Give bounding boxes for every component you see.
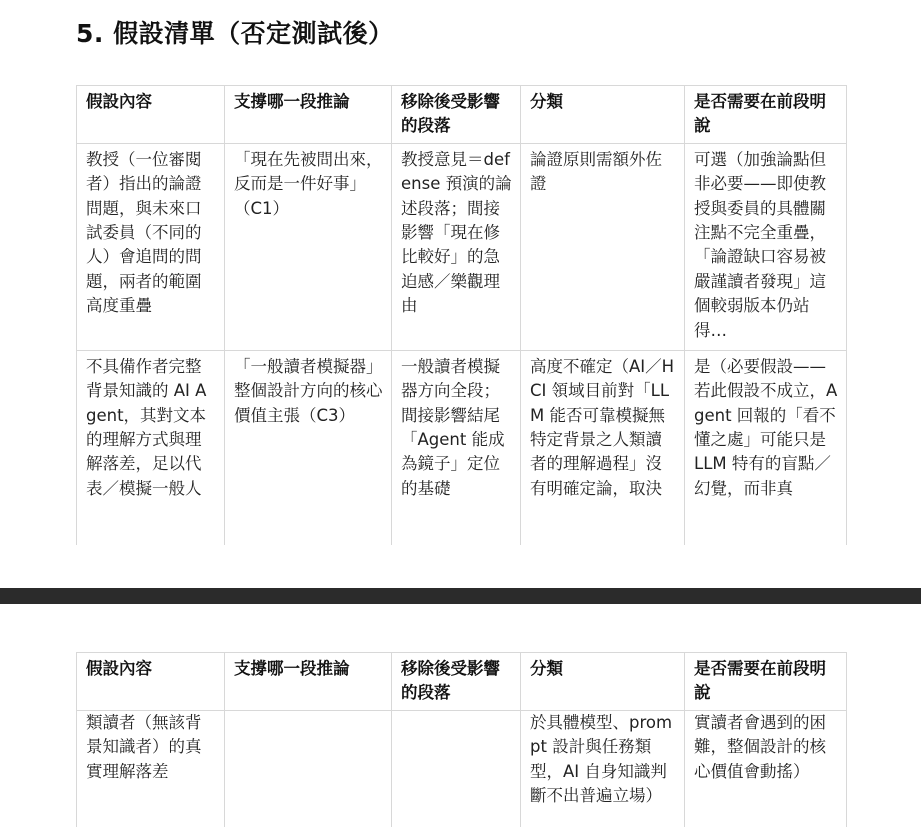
column-header: 是否需要在前段明說 (685, 86, 847, 144)
table-cell: 教授（一位審閱者）指出的論證問題，與未來口試委員（不同的人）會追問的問題，兩者的範圍高度重疊 (77, 143, 225, 350)
assumption-table (76, 85, 847, 545)
table-cell: 「一般讀者模擬器」整個設計方向的核心價值主張（C3） (225, 350, 392, 545)
table-cell: 不具備作者完整背景知識的 AI Agent，其對文本的理解方式與理解落差，足以代表／模擬一般人 (77, 350, 225, 545)
column-header: 支撐哪一段推論 (225, 86, 392, 144)
column-header: 移除後受影響的段落 (392, 86, 521, 144)
table-cell: 可選（加強論點但非必要——即使教授與委員的具體關注點不完全重疊，「論證缺口容易被嚴謹讀者發現」這個較弱版本仍站得… (685, 143, 847, 350)
table-cell: 實讀者會遇到的困難，整個設計的核心價值會動搖） (685, 710, 847, 827)
assumption-table-continued (76, 652, 847, 827)
table-cell: 一般讀者模擬器方向全段；間接影響結尾「Agent 能成為鏡子」定位的基礎 (392, 350, 521, 545)
column-header: 假設內容 (77, 653, 225, 711)
table-row (77, 143, 847, 350)
section-title: 5. 假設清單（否定測試後） (76, 19, 394, 48)
column-header: 分類 (521, 86, 685, 144)
table-cell: 教授意見＝defense 預演的論述段落；間接影響「現在修比較好」的急迫感／樂觀理由 (392, 143, 521, 350)
table-cell: 於具體模型、prompt 設計與任務類型，AI 自身知識判斷不出普遍立場） (521, 710, 685, 827)
table-cell: 「現在先被問出來，反而是一件好事」（C1） (225, 143, 392, 350)
table-cell: 論證原則需額外佐證 (521, 143, 685, 350)
table-cell: 類讀者（無該背景知識者）的真實理解落差 (77, 710, 225, 827)
table-cell (392, 710, 521, 827)
table-row (77, 710, 847, 827)
column-header: 支撐哪一段推論 (225, 653, 392, 711)
page-divider (0, 588, 921, 604)
column-header: 移除後受影響的段落 (392, 653, 521, 711)
column-header: 是否需要在前段明說 (685, 653, 847, 711)
table-header-row (77, 653, 847, 711)
document-page-2 (0, 604, 921, 828)
column-header: 分類 (521, 653, 685, 711)
column-header: 假設內容 (77, 86, 225, 144)
table-header-row (77, 86, 847, 144)
table-cell: 是（必要假設——若此假設不成立，Agent 回報的「看不懂之處」可能只是 LLM 特有的盲點／幻覺，而非真 (685, 350, 847, 545)
table-cell: 高度不確定（AI／HCI 領域目前對「LLM 能否可靠模擬無特定背景之人類讀者的理解過程」沒有明確定論，取決 (521, 350, 685, 545)
table-row (77, 350, 847, 545)
table-cell (225, 710, 392, 827)
